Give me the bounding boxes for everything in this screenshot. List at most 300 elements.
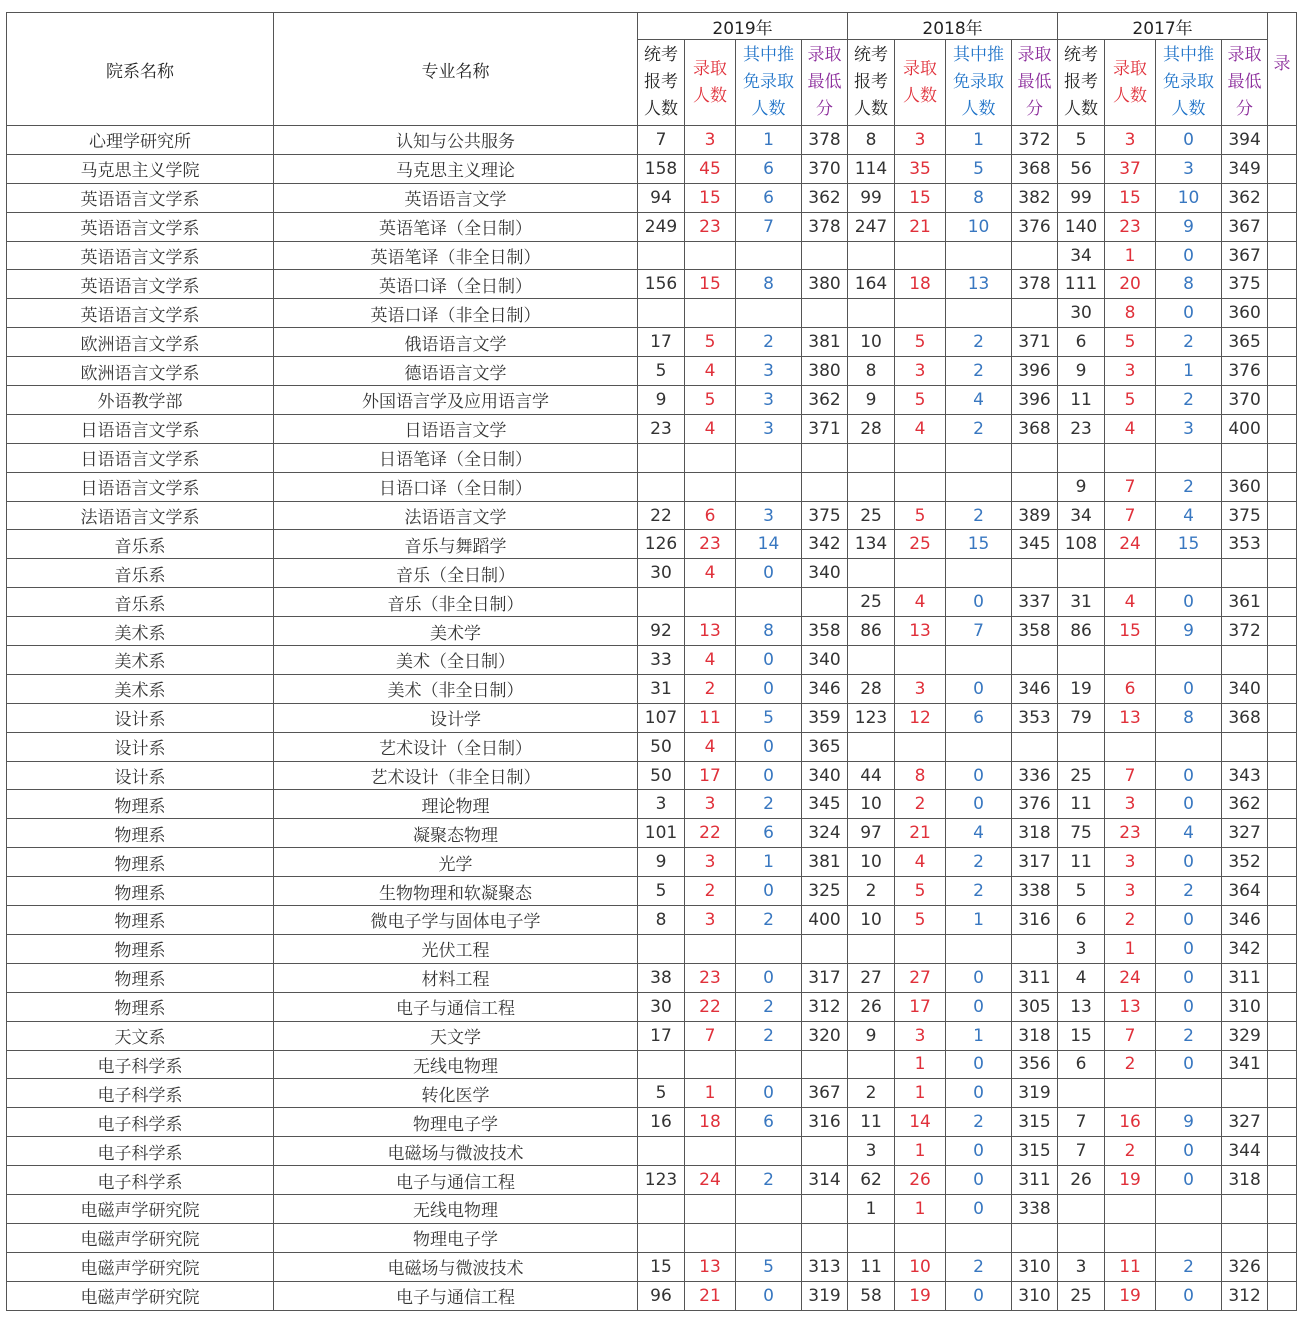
applicants-cell: 97 bbox=[848, 819, 895, 848]
admitted-cell: 3 bbox=[685, 126, 736, 155]
min-score-cell bbox=[1012, 646, 1058, 675]
admitted-cell: 10 bbox=[895, 1252, 946, 1281]
applicants-cell: 86 bbox=[848, 617, 895, 646]
min-score-cell: 342 bbox=[802, 530, 848, 559]
admitted-cell: 23 bbox=[1105, 819, 1156, 848]
exempt-cell: 8 bbox=[946, 183, 1012, 212]
min-score-cell: 327 bbox=[1222, 1108, 1268, 1137]
applicants-cell: 108 bbox=[1058, 530, 1105, 559]
admitted-cell: 21 bbox=[895, 819, 946, 848]
min-score-cell bbox=[1012, 934, 1058, 963]
min-score-cell: 396 bbox=[1012, 357, 1058, 386]
min-score-cell: 353 bbox=[1012, 703, 1058, 732]
header-year-2019: 2019年 bbox=[638, 13, 848, 40]
exempt-cell bbox=[736, 1050, 802, 1079]
table-row bbox=[7, 732, 1297, 761]
extra-cell bbox=[1268, 386, 1297, 415]
applicants-cell: 6 bbox=[1058, 1050, 1105, 1079]
min-score-cell bbox=[802, 299, 848, 328]
header-admitted-2: 录取人数 bbox=[1105, 40, 1156, 126]
min-score-cell: 310 bbox=[1222, 992, 1268, 1021]
min-score-cell: 340 bbox=[802, 559, 848, 588]
admitted-cell: 7 bbox=[1105, 1021, 1156, 1050]
applicants-cell: 9 bbox=[1058, 357, 1105, 386]
applicants-cell: 30 bbox=[638, 992, 685, 1021]
applicants-cell bbox=[638, 472, 685, 501]
min-score-cell: 365 bbox=[1222, 328, 1268, 357]
table-row bbox=[7, 357, 1297, 386]
applicants-cell: 11 bbox=[848, 1108, 895, 1137]
admitted-cell bbox=[685, 934, 736, 963]
extra-cell bbox=[1268, 501, 1297, 530]
applicants-cell: 44 bbox=[848, 761, 895, 790]
extra-cell bbox=[1268, 848, 1297, 877]
admitted-cell: 14 bbox=[895, 1108, 946, 1137]
admitted-cell: 1 bbox=[895, 1079, 946, 1108]
admitted-cell: 4 bbox=[685, 646, 736, 675]
admitted-cell: 26 bbox=[895, 1166, 946, 1195]
exempt-cell: 4 bbox=[946, 386, 1012, 415]
admitted-cell: 3 bbox=[685, 790, 736, 819]
exempt-cell: 1 bbox=[946, 906, 1012, 935]
admitted-cell: 20 bbox=[1105, 270, 1156, 299]
table-row bbox=[7, 414, 1297, 443]
table-row bbox=[7, 646, 1297, 675]
exempt-cell bbox=[1156, 732, 1222, 761]
extra-cell bbox=[1268, 1252, 1297, 1281]
admitted-cell: 24 bbox=[685, 1166, 736, 1195]
extra-cell bbox=[1268, 1137, 1297, 1166]
table-row bbox=[7, 1108, 1297, 1137]
min-score-cell: 340 bbox=[1222, 674, 1268, 703]
applicants-cell: 107 bbox=[638, 703, 685, 732]
min-score-cell: 327 bbox=[1222, 819, 1268, 848]
extra-cell bbox=[1268, 674, 1297, 703]
applicants-cell bbox=[848, 472, 895, 501]
table-row bbox=[7, 819, 1297, 848]
dept-cell: 电磁声学研究院 bbox=[7, 1252, 274, 1281]
min-score-cell: 372 bbox=[1012, 126, 1058, 155]
extra-cell bbox=[1268, 414, 1297, 443]
exempt-cell: 5 bbox=[946, 154, 1012, 183]
admitted-cell: 4 bbox=[685, 732, 736, 761]
min-score-cell: 340 bbox=[802, 646, 848, 675]
table-row bbox=[7, 906, 1297, 935]
applicants-cell bbox=[848, 1050, 895, 1079]
table-row bbox=[7, 877, 1297, 906]
exempt-cell: 7 bbox=[946, 617, 1012, 646]
admitted-cell: 23 bbox=[1105, 212, 1156, 241]
applicants-cell: 7 bbox=[1058, 1137, 1105, 1166]
exempt-cell: 2 bbox=[946, 1252, 1012, 1281]
admitted-cell: 3 bbox=[1105, 790, 1156, 819]
exempt-cell bbox=[946, 934, 1012, 963]
table-row bbox=[7, 472, 1297, 501]
admitted-cell: 11 bbox=[1105, 1252, 1156, 1281]
exempt-cell: 9 bbox=[1156, 212, 1222, 241]
admitted-cell bbox=[685, 241, 736, 270]
min-score-cell: 346 bbox=[1222, 906, 1268, 935]
min-score-cell: 376 bbox=[1222, 357, 1268, 386]
min-score-cell: 400 bbox=[802, 906, 848, 935]
min-score-cell: 346 bbox=[1012, 674, 1058, 703]
applicants-cell: 2 bbox=[848, 1079, 895, 1108]
exempt-cell: 0 bbox=[736, 877, 802, 906]
admitted-cell: 13 bbox=[1105, 703, 1156, 732]
exempt-cell: 2 bbox=[946, 357, 1012, 386]
applicants-cell: 94 bbox=[638, 183, 685, 212]
min-score-cell: 317 bbox=[802, 963, 848, 992]
min-score-cell: 311 bbox=[1012, 963, 1058, 992]
exempt-cell: 2 bbox=[736, 790, 802, 819]
major-cell: 日语笔译（全日制） bbox=[274, 443, 638, 472]
applicants-cell: 101 bbox=[638, 819, 685, 848]
admitted-cell: 17 bbox=[685, 761, 736, 790]
admitted-cell: 3 bbox=[1105, 877, 1156, 906]
major-cell: 生物物理和软凝聚态 bbox=[274, 877, 638, 906]
min-score-cell: 319 bbox=[802, 1281, 848, 1310]
admitted-cell: 4 bbox=[685, 559, 736, 588]
admitted-cell: 45 bbox=[685, 154, 736, 183]
admitted-cell: 23 bbox=[685, 963, 736, 992]
exempt-cell: 1 bbox=[1156, 357, 1222, 386]
extra-cell bbox=[1268, 1021, 1297, 1050]
exempt-cell: 0 bbox=[1156, 963, 1222, 992]
table-row bbox=[7, 126, 1297, 155]
min-score-cell bbox=[1222, 732, 1268, 761]
table-row bbox=[7, 386, 1297, 415]
extra-cell bbox=[1268, 559, 1297, 588]
major-cell: 音乐（全日制） bbox=[274, 559, 638, 588]
major-cell: 美术（全日制） bbox=[274, 646, 638, 675]
exempt-cell: 0 bbox=[946, 963, 1012, 992]
exempt-cell: 9 bbox=[1156, 617, 1222, 646]
dept-cell: 设计系 bbox=[7, 761, 274, 790]
exempt-cell: 15 bbox=[946, 530, 1012, 559]
admitted-cell: 18 bbox=[685, 1108, 736, 1137]
header-major: 专业名称 bbox=[274, 13, 638, 126]
applicants-cell: 11 bbox=[1058, 790, 1105, 819]
applicants-cell: 33 bbox=[638, 646, 685, 675]
header-exempt-admitted-2: 其中推免录取人数 bbox=[1156, 40, 1222, 126]
header-extra-partial: 录 bbox=[1268, 13, 1297, 126]
admitted-cell: 7 bbox=[685, 1021, 736, 1050]
exempt-cell: 2 bbox=[1156, 877, 1222, 906]
exempt-cell: 0 bbox=[946, 1050, 1012, 1079]
min-score-cell: 400 bbox=[1222, 414, 1268, 443]
extra-cell bbox=[1268, 703, 1297, 732]
applicants-cell: 10 bbox=[848, 848, 895, 877]
admitted-cell bbox=[895, 934, 946, 963]
exempt-cell bbox=[946, 299, 1012, 328]
major-cell: 英语笔译（非全日制） bbox=[274, 241, 638, 270]
admitted-cell: 12 bbox=[895, 703, 946, 732]
exempt-cell: 2 bbox=[736, 328, 802, 357]
exempt-cell: 0 bbox=[736, 646, 802, 675]
dept-cell: 日语语言文学系 bbox=[7, 472, 274, 501]
min-score-cell: 362 bbox=[802, 386, 848, 415]
applicants-cell bbox=[638, 1050, 685, 1079]
admitted-cell: 5 bbox=[1105, 386, 1156, 415]
table-row bbox=[7, 617, 1297, 646]
applicants-cell: 164 bbox=[848, 270, 895, 299]
exempt-cell: 0 bbox=[736, 761, 802, 790]
admitted-cell: 13 bbox=[1105, 992, 1156, 1021]
exempt-cell: 6 bbox=[736, 183, 802, 212]
extra-cell bbox=[1268, 1108, 1297, 1137]
admitted-cell: 3 bbox=[895, 126, 946, 155]
applicants-cell: 11 bbox=[848, 1252, 895, 1281]
applicants-cell bbox=[848, 732, 895, 761]
admitted-cell: 1 bbox=[895, 1137, 946, 1166]
min-score-cell bbox=[802, 472, 848, 501]
min-score-cell: 325 bbox=[802, 877, 848, 906]
admitted-cell: 4 bbox=[895, 414, 946, 443]
exempt-cell: 10 bbox=[946, 212, 1012, 241]
dept-cell: 电子科学系 bbox=[7, 1108, 274, 1137]
extra-cell bbox=[1268, 1223, 1297, 1252]
major-cell: 英语语言文学 bbox=[274, 183, 638, 212]
header-applicants-1: 统考报考人数 bbox=[848, 40, 895, 126]
admitted-cell: 23 bbox=[685, 212, 736, 241]
min-score-cell: 312 bbox=[802, 992, 848, 1021]
exempt-cell: 6 bbox=[736, 1108, 802, 1137]
admitted-cell: 2 bbox=[1105, 1137, 1156, 1166]
admitted-cell: 24 bbox=[1105, 530, 1156, 559]
admitted-cell: 3 bbox=[1105, 357, 1156, 386]
admitted-cell: 2 bbox=[1105, 906, 1156, 935]
applicants-cell: 22 bbox=[638, 501, 685, 530]
dept-cell: 物理系 bbox=[7, 819, 274, 848]
major-cell: 俄语语言文学 bbox=[274, 328, 638, 357]
dept-cell: 物理系 bbox=[7, 906, 274, 935]
table-row bbox=[7, 761, 1297, 790]
exempt-cell: 2 bbox=[736, 906, 802, 935]
admission-table bbox=[6, 12, 1297, 1311]
exempt-cell bbox=[946, 646, 1012, 675]
table-row bbox=[7, 674, 1297, 703]
min-score-cell: 314 bbox=[802, 1166, 848, 1195]
admitted-cell: 2 bbox=[685, 674, 736, 703]
min-score-cell: 396 bbox=[1012, 386, 1058, 415]
admission-table-container bbox=[6, 12, 1296, 1311]
dept-cell: 英语语言文学系 bbox=[7, 241, 274, 270]
exempt-cell: 0 bbox=[736, 963, 802, 992]
exempt-cell: 7 bbox=[736, 212, 802, 241]
admitted-cell bbox=[685, 1194, 736, 1223]
extra-cell bbox=[1268, 1281, 1297, 1310]
min-score-cell: 326 bbox=[1222, 1252, 1268, 1281]
major-cell: 电磁场与微波技术 bbox=[274, 1252, 638, 1281]
admitted-cell bbox=[685, 443, 736, 472]
min-score-cell: 337 bbox=[1012, 588, 1058, 617]
major-cell: 认知与公共服务 bbox=[274, 126, 638, 155]
extra-cell bbox=[1268, 646, 1297, 675]
admitted-cell: 18 bbox=[895, 270, 946, 299]
min-score-cell bbox=[1222, 559, 1268, 588]
min-score-cell bbox=[1012, 1223, 1058, 1252]
min-score-cell: 378 bbox=[802, 212, 848, 241]
exempt-cell: 4 bbox=[1156, 501, 1222, 530]
min-score-cell: 356 bbox=[1012, 1050, 1058, 1079]
applicants-cell: 10 bbox=[848, 328, 895, 357]
exempt-cell bbox=[736, 1137, 802, 1166]
exempt-cell: 0 bbox=[1156, 299, 1222, 328]
min-score-cell: 316 bbox=[802, 1108, 848, 1137]
dept-cell: 欧洲语言文学系 bbox=[7, 328, 274, 357]
table-row bbox=[7, 848, 1297, 877]
admitted-cell: 3 bbox=[895, 1021, 946, 1050]
exempt-cell: 8 bbox=[736, 270, 802, 299]
admitted-cell: 15 bbox=[1105, 617, 1156, 646]
min-score-cell: 362 bbox=[1222, 790, 1268, 819]
major-cell: 无线电物理 bbox=[274, 1194, 638, 1223]
min-score-cell: 318 bbox=[1012, 819, 1058, 848]
dept-cell: 美术系 bbox=[7, 646, 274, 675]
exempt-cell: 2 bbox=[946, 1108, 1012, 1137]
exempt-cell: 1 bbox=[946, 1021, 1012, 1050]
dept-cell: 日语语言文学系 bbox=[7, 443, 274, 472]
major-cell: 无线电物理 bbox=[274, 1050, 638, 1079]
exempt-cell bbox=[946, 732, 1012, 761]
min-score-cell bbox=[802, 588, 848, 617]
applicants-cell: 3 bbox=[1058, 934, 1105, 963]
admitted-cell: 5 bbox=[685, 328, 736, 357]
applicants-cell: 13 bbox=[1058, 992, 1105, 1021]
major-cell: 英语口译（全日制） bbox=[274, 270, 638, 299]
exempt-cell bbox=[736, 934, 802, 963]
exempt-cell: 14 bbox=[736, 530, 802, 559]
applicants-cell: 99 bbox=[848, 183, 895, 212]
extra-cell bbox=[1268, 183, 1297, 212]
applicants-cell bbox=[638, 443, 685, 472]
applicants-cell: 79 bbox=[1058, 703, 1105, 732]
applicants-cell bbox=[1058, 443, 1105, 472]
dept-cell: 法语语言文学系 bbox=[7, 501, 274, 530]
dept-cell: 物理系 bbox=[7, 848, 274, 877]
exempt-cell: 15 bbox=[1156, 530, 1222, 559]
min-score-cell: 382 bbox=[1012, 183, 1058, 212]
admitted-cell: 8 bbox=[1105, 299, 1156, 328]
major-cell: 电子与通信工程 bbox=[274, 1166, 638, 1195]
min-score-cell: 311 bbox=[1222, 963, 1268, 992]
exempt-cell: 3 bbox=[1156, 414, 1222, 443]
header-applicants-2: 统考报考人数 bbox=[1058, 40, 1105, 126]
header-dept: 院系名称 bbox=[7, 13, 274, 126]
min-score-cell: 341 bbox=[1222, 1050, 1268, 1079]
min-score-cell: 376 bbox=[1012, 212, 1058, 241]
applicants-cell: 23 bbox=[638, 414, 685, 443]
admitted-cell bbox=[895, 732, 946, 761]
dept-cell: 物理系 bbox=[7, 963, 274, 992]
applicants-cell: 31 bbox=[1058, 588, 1105, 617]
extra-cell bbox=[1268, 270, 1297, 299]
extra-cell bbox=[1268, 992, 1297, 1021]
min-score-cell: 360 bbox=[1222, 472, 1268, 501]
dept-cell: 英语语言文学系 bbox=[7, 183, 274, 212]
exempt-cell bbox=[1156, 1079, 1222, 1108]
admitted-cell bbox=[1105, 1079, 1156, 1108]
min-score-cell: 367 bbox=[802, 1079, 848, 1108]
applicants-cell: 2 bbox=[848, 877, 895, 906]
exempt-cell: 0 bbox=[736, 1281, 802, 1310]
header-year-2018: 2018年 bbox=[848, 13, 1058, 40]
exempt-cell bbox=[736, 472, 802, 501]
admitted-cell: 5 bbox=[895, 328, 946, 357]
header-min-score-2: 录取最低分 bbox=[1222, 40, 1268, 126]
exempt-cell: 6 bbox=[946, 703, 1012, 732]
min-score-cell: 329 bbox=[1222, 1021, 1268, 1050]
admitted-cell: 16 bbox=[1105, 1108, 1156, 1137]
header-admitted-0: 录取人数 bbox=[685, 40, 736, 126]
extra-cell bbox=[1268, 588, 1297, 617]
applicants-cell: 30 bbox=[638, 559, 685, 588]
exempt-cell: 5 bbox=[736, 703, 802, 732]
applicants-cell: 6 bbox=[1058, 328, 1105, 357]
min-score-cell: 375 bbox=[1222, 270, 1268, 299]
min-score-cell: 319 bbox=[1012, 1079, 1058, 1108]
major-cell: 微电子学与固体电子学 bbox=[274, 906, 638, 935]
applicants-cell: 4 bbox=[1058, 963, 1105, 992]
min-score-cell: 313 bbox=[802, 1252, 848, 1281]
table-row bbox=[7, 934, 1297, 963]
exempt-cell bbox=[736, 1194, 802, 1223]
min-score-cell: 353 bbox=[1222, 530, 1268, 559]
applicants-cell: 123 bbox=[638, 1166, 685, 1195]
dept-cell: 设计系 bbox=[7, 703, 274, 732]
exempt-cell: 2 bbox=[946, 328, 1012, 357]
exempt-cell bbox=[1156, 1223, 1222, 1252]
min-score-cell bbox=[1222, 1079, 1268, 1108]
major-cell: 英语笔译（全日制） bbox=[274, 212, 638, 241]
admitted-cell: 13 bbox=[685, 617, 736, 646]
exempt-cell: 0 bbox=[1156, 934, 1222, 963]
exempt-cell: 1 bbox=[946, 126, 1012, 155]
admitted-cell: 19 bbox=[895, 1281, 946, 1310]
admitted-cell: 17 bbox=[895, 992, 946, 1021]
exempt-cell: 0 bbox=[1156, 1050, 1222, 1079]
dept-cell: 天文系 bbox=[7, 1021, 274, 1050]
min-score-cell bbox=[1222, 1223, 1268, 1252]
applicants-cell: 19 bbox=[1058, 674, 1105, 703]
exempt-cell: 0 bbox=[1156, 674, 1222, 703]
admitted-cell: 1 bbox=[685, 1079, 736, 1108]
dept-cell: 音乐系 bbox=[7, 588, 274, 617]
admitted-cell: 5 bbox=[895, 877, 946, 906]
min-score-cell: 310 bbox=[1012, 1252, 1058, 1281]
admitted-cell: 3 bbox=[895, 674, 946, 703]
exempt-cell: 2 bbox=[736, 992, 802, 1021]
admitted-cell: 15 bbox=[895, 183, 946, 212]
exempt-cell: 2 bbox=[736, 1021, 802, 1050]
major-cell: 凝聚态物理 bbox=[274, 819, 638, 848]
admitted-cell: 6 bbox=[1105, 674, 1156, 703]
min-score-cell: 318 bbox=[1012, 1021, 1058, 1050]
exempt-cell: 0 bbox=[1156, 790, 1222, 819]
applicants-cell bbox=[638, 241, 685, 270]
min-score-cell: 365 bbox=[802, 732, 848, 761]
applicants-cell: 23 bbox=[1058, 414, 1105, 443]
admitted-cell: 4 bbox=[1105, 588, 1156, 617]
applicants-cell: 5 bbox=[1058, 126, 1105, 155]
admitted-cell: 27 bbox=[895, 963, 946, 992]
min-score-cell: 310 bbox=[1012, 1281, 1058, 1310]
min-score-cell: 370 bbox=[1222, 386, 1268, 415]
min-score-cell: 375 bbox=[802, 501, 848, 530]
admitted-cell: 3 bbox=[685, 906, 736, 935]
min-score-cell: 315 bbox=[1012, 1108, 1058, 1137]
extra-cell bbox=[1268, 906, 1297, 935]
